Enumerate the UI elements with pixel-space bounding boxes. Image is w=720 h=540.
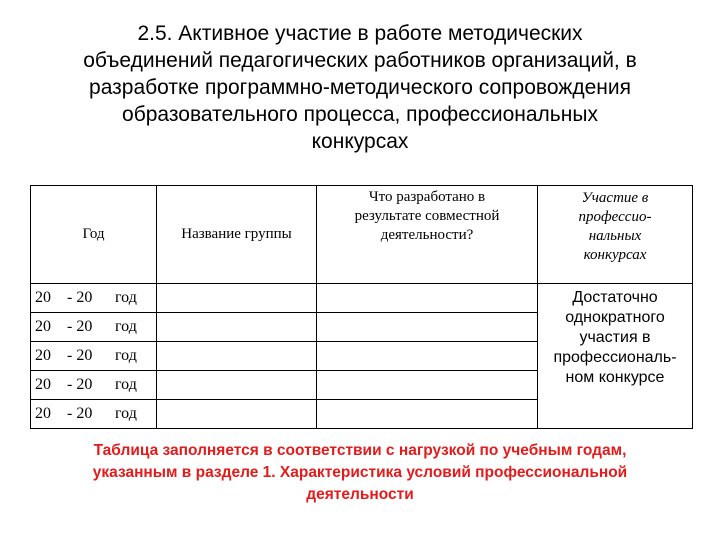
year-word: год bbox=[115, 289, 137, 306]
header-line: профессио- bbox=[578, 209, 652, 225]
header-line: нальных bbox=[588, 228, 642, 244]
header-line: результате совместной bbox=[354, 208, 500, 224]
contest-note-line: участия в bbox=[579, 329, 651, 346]
group-name-cell[interactable] bbox=[157, 371, 317, 400]
year-word: год bbox=[115, 405, 137, 422]
contest-note-line: профессиональ- bbox=[553, 349, 677, 366]
contest-note-line: ном конкурсе bbox=[565, 369, 665, 386]
title-line: образовательного процесса, профессиональных bbox=[122, 103, 598, 126]
contest-note-line: однократного bbox=[565, 309, 665, 326]
developed-cell[interactable] bbox=[317, 313, 538, 342]
group-name-cell[interactable] bbox=[157, 342, 317, 371]
year-cell bbox=[31, 342, 157, 371]
header-group-name: Название группы bbox=[157, 186, 317, 284]
header-developed bbox=[317, 186, 538, 284]
year-end: - 20 bbox=[67, 318, 93, 335]
footer-note-line: указанным в разделе 1. Характеристика условий профессиональной bbox=[92, 464, 628, 481]
year-start: 20 bbox=[35, 318, 51, 335]
footer-note bbox=[30, 440, 690, 506]
year-start: 20 bbox=[35, 289, 51, 306]
year-end: - 20 bbox=[67, 289, 93, 306]
year-end: - 20 bbox=[67, 347, 93, 364]
year-cell bbox=[31, 371, 157, 400]
year-word: год bbox=[115, 376, 137, 393]
header-line: конкурсах bbox=[583, 247, 647, 263]
table-row bbox=[31, 284, 693, 313]
title-line: разработке программно-методического сопровождения bbox=[89, 76, 631, 99]
header-line: Что разработано в bbox=[368, 189, 486, 205]
table-header-row bbox=[31, 186, 693, 284]
year-cell bbox=[31, 400, 157, 429]
year-word: год bbox=[115, 347, 137, 364]
year-cell bbox=[31, 284, 157, 313]
group-name-cell[interactable] bbox=[157, 400, 317, 429]
participation-table bbox=[30, 185, 693, 429]
year-start: 20 bbox=[35, 347, 51, 364]
year-start: 20 bbox=[35, 405, 51, 422]
year-word: год bbox=[115, 318, 137, 335]
title-line: 2.5. Активное участие в работе методических bbox=[137, 22, 583, 45]
header-contests bbox=[538, 186, 693, 284]
contest-note-line: Достаточно bbox=[572, 289, 658, 306]
header-line: Участие в bbox=[581, 190, 649, 206]
contest-note-cell bbox=[538, 284, 693, 429]
year-end: - 20 bbox=[67, 376, 93, 393]
title-line: объединений педагогических работников организаций, в bbox=[83, 49, 637, 72]
developed-cell[interactable] bbox=[317, 371, 538, 400]
header-line: деятельности? bbox=[380, 227, 474, 243]
header-year: Год bbox=[31, 186, 157, 284]
page-title bbox=[30, 20, 690, 155]
developed-cell[interactable] bbox=[317, 342, 538, 371]
year-cell bbox=[31, 313, 157, 342]
title-line: конкурсах bbox=[311, 130, 409, 153]
developed-cell[interactable] bbox=[317, 284, 538, 313]
footer-note-line: Таблица заполняется в соответствии с нагрузкой по учебным годам, bbox=[93, 442, 627, 459]
year-start: 20 bbox=[35, 376, 51, 393]
developed-cell[interactable] bbox=[317, 400, 538, 429]
footer-note-line: деятельности bbox=[306, 486, 414, 503]
group-name-cell[interactable] bbox=[157, 284, 317, 313]
year-end: - 20 bbox=[67, 405, 93, 422]
group-name-cell[interactable] bbox=[157, 313, 317, 342]
